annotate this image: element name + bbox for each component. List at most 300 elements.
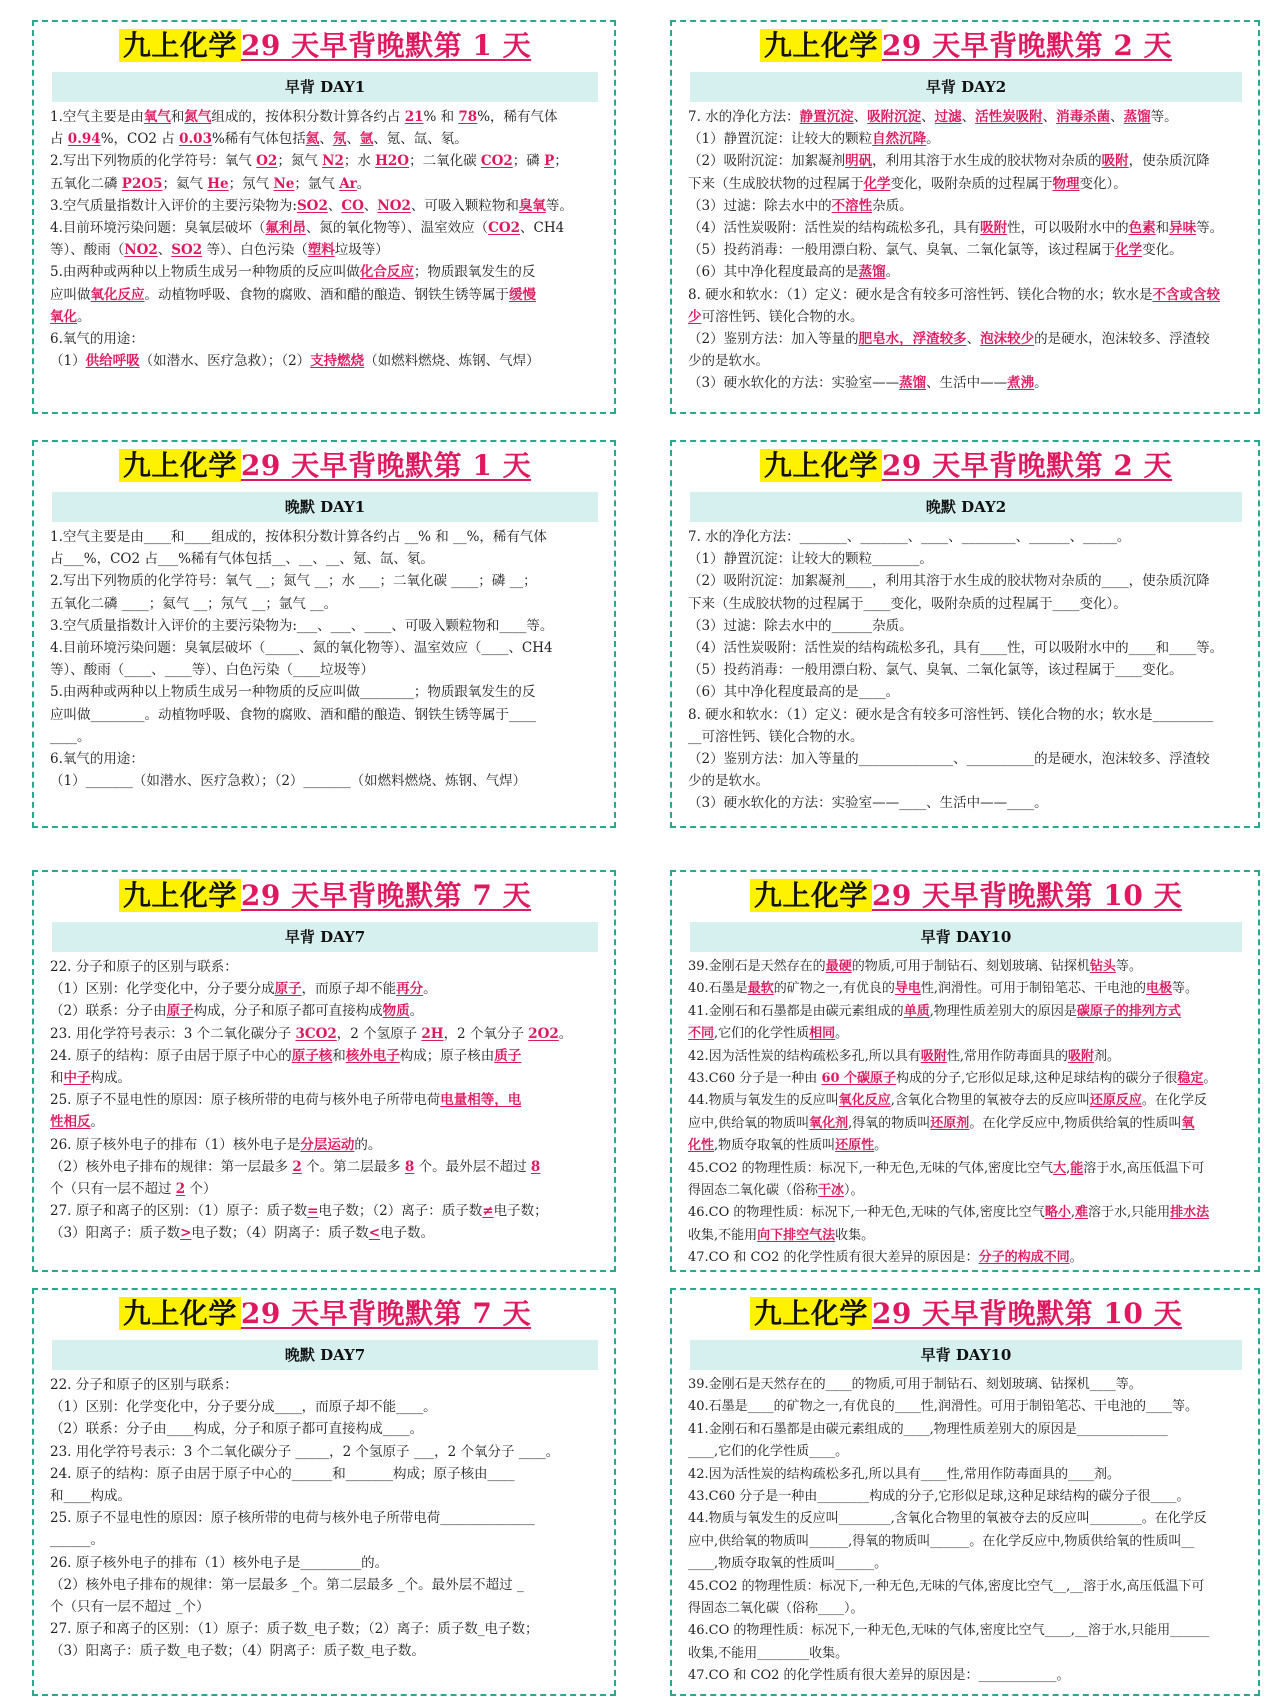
card-day1-morning <box>32 20 616 414</box>
line-text: 47.CO 和 CO2 的化学性质有很大差异的原因是：____________。 <box>688 1668 1070 1684</box>
line-text: 1.空气主要是由 <box>50 109 144 125</box>
answer-highlight: 原子 <box>274 981 302 998</box>
line-text: 、氪、氙、氡。 <box>373 131 468 148</box>
text-line <box>50 128 600 150</box>
line-text: （1） <box>50 353 86 370</box>
text-line <box>50 1374 600 1396</box>
text-line <box>688 372 1244 394</box>
answer-highlight: 还原剂 <box>930 1115 970 1131</box>
answer-highlight: P <box>544 153 555 170</box>
line-text: （1）区别：化学变化中，分子要分成 <box>50 981 275 998</box>
text-line <box>50 150 600 172</box>
card-day2-morning <box>670 20 1260 414</box>
text-line <box>688 239 1244 261</box>
text-line <box>50 106 600 128</box>
answer-highlight: 吸附 <box>1101 153 1129 170</box>
line-text: （2）联系：分子由____构成，分子和原子都可直接构成____。 <box>50 1421 424 1438</box>
answer-highlight: CO2 <box>480 153 513 170</box>
line-text: 应中,供给氧的物质叫______,得氧的物质叫______。在化学反应中,物质供给氧的性质叫__ <box>688 1533 1195 1549</box>
answer-highlight: 不含或含较 <box>1152 286 1221 303</box>
text-line <box>688 1441 1244 1463</box>
text-line <box>688 150 1244 172</box>
text-line <box>688 128 1244 150</box>
answer-highlight: 质子 <box>494 1047 522 1064</box>
line-text: 个） <box>185 1181 217 1198</box>
text-line <box>50 261 600 283</box>
line-text: （2）鉴别方法：加入等量的______________、__________的是硬水，泡沫较多、浮渣较 <box>688 751 1210 768</box>
text-line <box>688 195 1244 217</box>
answer-highlight: 原子核 <box>291 1047 333 1064</box>
answer-highlight: 干冰 <box>818 1183 845 1199</box>
answer-highlight: 肥皂水，浮渣较多 <box>858 331 967 348</box>
line-text: 5.由两种或两种以上物质生成另一种物质的反应叫做 <box>50 264 360 281</box>
text-line <box>50 659 600 681</box>
line-text: 的。 <box>354 1136 382 1153</box>
text-line <box>50 1507 600 1529</box>
line-text: 43.C60 分子是一种由________构成的分子,它形似足球,这种足球结构的碳分子很____。 <box>688 1489 1190 1505</box>
line-text: 22. 分子和原子的区别与联系： <box>50 959 238 975</box>
line-text: 。 <box>874 1138 888 1154</box>
answer-highlight: 原子 <box>166 1003 194 1020</box>
text-line <box>688 350 1244 372</box>
line-text: （2）鉴别方法：加入等量的 <box>688 331 859 348</box>
line-text: 47.CO 和 CO2 的化学性质有很大差异的原因是： <box>688 1250 979 1266</box>
line-text: 45.CO2 的物理性质：标况下,一种无色,无味的气体,密度比空气 <box>688 1160 1054 1176</box>
line-text: 、 <box>921 109 935 125</box>
line-text: ____,它们的化学性质____。 <box>688 1444 849 1460</box>
text-line <box>50 956 600 978</box>
answer-highlight: 8 <box>530 1158 541 1175</box>
line-text: 得固态二氧化碳（俗称 <box>688 1183 819 1199</box>
line-text: 应中,供给氧的物质叫 <box>688 1115 810 1131</box>
line-text: （4）活性炭吸附：活性炭的结构疏松多孔，具有 <box>688 220 981 237</box>
line-text: 下来（生成胶状物的过程属于 <box>688 175 864 192</box>
text-line <box>50 615 600 637</box>
line-text: 、 <box>157 242 172 259</box>
line-text: 和 <box>332 1047 346 1064</box>
title-day: 29 天早背晚默第 1 天 <box>240 449 532 482</box>
answer-highlight: 最软 <box>747 981 774 997</box>
answer-highlight: 60 个碳原子 <box>821 1071 897 1087</box>
text-line <box>50 526 600 548</box>
answer-highlight: 氧化反应 <box>90 286 145 303</box>
line-text: 个（只有一层不超过 _个） <box>50 1599 210 1616</box>
answer-highlight: 21 <box>404 109 424 125</box>
text-line <box>688 792 1244 814</box>
card-day7-evening <box>32 1288 616 1696</box>
answer-highlight: 活性炭吸附 <box>975 109 1043 125</box>
line-text: 少的是软水。 <box>688 353 769 370</box>
text-line <box>50 570 600 592</box>
card-day2-evening <box>670 440 1260 828</box>
line-text: （2）吸附沉淀：加絮凝剂____，利用其溶于水生成的胶状物对杂质的____，使杂质沉降 <box>688 573 1210 590</box>
line-text: （如潜水、医疗急救）；（2） <box>139 353 311 370</box>
title-day: 29 天早背晚默第 1 天 <box>240 29 532 62</box>
answer-highlight: 异味 <box>1169 220 1197 237</box>
text-line <box>50 1134 600 1156</box>
title-day: 29 天早背晚默第 10 天 <box>871 1297 1183 1330</box>
line-text: 、 <box>319 131 333 148</box>
line-text: ______。 <box>50 1532 104 1549</box>
answer-highlight: 稳定 <box>1177 1071 1204 1087</box>
text-line <box>688 526 1244 548</box>
answer-highlight: 氧化 <box>50 308 77 325</box>
card-body <box>684 106 1248 395</box>
line-text: 占___%，CO2 占___%稀有气体包括__、__、__、氪、氙、氡。 <box>50 551 434 568</box>
line-text: 41.金刚石和石墨都是由碳元素组成的____,物理性质差别大的原因是______________ <box>688 1421 1168 1437</box>
line-text: 、 <box>853 109 868 125</box>
answer-highlight: 过滤 <box>934 109 962 125</box>
answer-highlight: SO2 <box>171 242 203 259</box>
text-line <box>50 726 600 748</box>
card-body <box>46 956 604 1245</box>
line-text: 、可吸入颗粒物和 <box>410 197 519 214</box>
line-text: 占 <box>50 131 68 148</box>
text-line <box>688 1643 1244 1665</box>
line-text: （6）其中净化程度最高的是 <box>688 264 859 281</box>
line-text: 、CH4 <box>520 220 565 237</box>
text-line <box>688 1419 1244 1441</box>
answer-highlight: 碳原子的排列方式 <box>1076 1003 1181 1019</box>
line-text: 少的是软水。 <box>688 773 769 790</box>
text-line <box>50 1178 600 1200</box>
text-line <box>688 1046 1244 1068</box>
answer-highlight: 化学 <box>1115 242 1143 259</box>
text-line <box>688 659 1244 681</box>
text-line <box>50 1089 600 1111</box>
card-day10-morning <box>670 870 1260 1272</box>
line-text: 。 <box>558 1025 573 1042</box>
answer-highlight: 2H <box>421 1025 444 1042</box>
answer-highlight: 略小 <box>1044 1205 1071 1221</box>
title-subject: 九上化学 <box>119 879 241 912</box>
text-line <box>688 1113 1244 1135</box>
card-title <box>684 448 1248 486</box>
answer-highlight: 电极 <box>1146 981 1173 997</box>
line-text: 2.写出下列物质的化学符号：氧气 __；氮气 __；水 ___；二氧化碳 ____；磷 __； <box>50 573 537 590</box>
line-text: 41.金刚石和石墨都是由碳元素组成的 <box>688 1003 904 1019</box>
text-line <box>50 217 600 239</box>
line-text: , <box>1066 1160 1071 1176</box>
card-body <box>684 956 1248 1270</box>
card-title <box>684 878 1248 916</box>
line-text: 个。最外层不超过 <box>414 1158 531 1175</box>
text-line <box>688 1508 1244 1530</box>
line-text: 7. 水的净化方法：_______、_______、____、________、______、_____。 <box>688 529 1131 545</box>
answer-highlight: 吸附 <box>1067 1048 1094 1064</box>
text-line <box>50 1156 600 1178</box>
answer-highlight: 中子 <box>63 1070 91 1087</box>
card-body <box>46 106 604 372</box>
line-text: 42.因为活性炭的结构疏松多孔,所以具有 <box>688 1048 921 1064</box>
answer-highlight: 氧 <box>1181 1115 1195 1131</box>
line-text: ,含氧化合物里的氧被夺去的反应叫 <box>890 1093 1090 1109</box>
text-line <box>688 748 1244 770</box>
line-text: ；二氧化碳 <box>409 153 481 170</box>
answer-highlight: 2 <box>175 1181 186 1198</box>
line-text: ；氮气 <box>277 153 323 170</box>
card-day1-evening <box>32 440 616 828</box>
answer-highlight: 吸附 <box>920 1048 947 1064</box>
text-line <box>688 1531 1244 1553</box>
line-text: 下来（生成胶状物的过程属于____变化，吸附杂质的过程属于____变化）。 <box>688 595 1127 612</box>
text-line <box>688 1576 1244 1598</box>
text-line <box>50 1574 600 1596</box>
answer-highlight: Ne <box>273 175 295 192</box>
text-line <box>50 1418 600 1440</box>
answer-highlight: 氩 <box>359 131 374 148</box>
line-text: 和 <box>1155 220 1170 237</box>
answer-highlight: CO2 <box>488 220 521 237</box>
line-text: （5）投药消毒：一般用漂白粉、氯气、臭氧、二氧化氯等，该过程属于 <box>688 242 1116 259</box>
text-line <box>50 1485 600 1507</box>
card-subtitle: 早背 DAY7 <box>52 922 598 952</box>
answer-highlight: 0.03 <box>179 131 212 148</box>
line-text: 可溶性钙、镁化合物的水。 <box>701 308 864 325</box>
line-text: 的物质,可用于制钻石、刻划玻璃、钻探机 <box>851 959 1090 974</box>
line-text: 和 <box>50 1070 64 1087</box>
line-text: 。 <box>77 308 91 325</box>
line-text: %，稀有气体 <box>477 109 558 125</box>
text-line <box>50 306 600 328</box>
answer-highlight: 再分 <box>396 981 424 998</box>
line-text: 45.CO2 的物理性质：标况下,一种无色,无味的气体,密度比空气__,__溶于水,高压低温下可 <box>688 1578 1205 1594</box>
line-text: 。动植物呼吸、食物的腐败、酒和醋的酿造、钢铁生锈等属于 <box>144 286 509 303</box>
text-line <box>50 593 600 615</box>
text-line <box>688 1068 1244 1090</box>
text-line <box>688 637 1244 659</box>
line-text: ）。 <box>844 1183 864 1199</box>
answer-highlight: 静置沉淀 <box>799 109 854 125</box>
card-title <box>684 28 1248 66</box>
line-text: 组成的，按体积分数计算各约占 <box>211 109 405 125</box>
text-line <box>688 1665 1244 1687</box>
answer-highlight: 泡沫较少 <box>980 331 1035 348</box>
line-text: 等。 <box>1150 109 1178 125</box>
line-text: （1）_______（如潜水、医疗急救）；（2）_______（如燃料燃烧、炼钢、气焊） <box>50 773 527 790</box>
line-text: 等）、酸雨（ <box>50 242 125 259</box>
line-text: 等。 <box>1172 981 1199 997</box>
line-text: 3.空气质量指数计入评价的主要污染物为:___、___、____、可吸入颗粒物和____等。 <box>50 617 554 634</box>
line-text: 46.CO 的物理性质：标况下,一种无色,无味的气体,密度比空气 <box>688 1205 1045 1221</box>
line-text: （6）其中净化程度最高的是____。 <box>688 684 900 701</box>
answer-highlight: 0.94 <box>67 131 101 148</box>
answer-highlight: 氮气 <box>184 109 212 125</box>
text-line <box>688 328 1244 350</box>
line-text: 等。 <box>1196 220 1224 237</box>
answer-highlight: 物理 <box>1052 175 1080 192</box>
answer-highlight: 不溶性 <box>831 197 873 214</box>
text-line <box>688 1090 1244 1112</box>
line-text: 变化，吸附杂质的过程属于 <box>890 175 1053 192</box>
line-text: （4）活性炭吸附：活性炭的结构疏松多孔，具有____性，可以吸附水中的____和____等。 <box>688 640 1224 657</box>
text-line <box>50 704 600 726</box>
text-line <box>688 704 1244 726</box>
answer-highlight: 支持燃烧 <box>310 353 365 370</box>
title-subject: 九上化学 <box>119 29 241 62</box>
text-line <box>688 1158 1244 1180</box>
line-text: 、 <box>961 109 976 125</box>
answer-highlight: P2O5 <box>121 175 163 192</box>
line-text: 等。 <box>1115 959 1142 974</box>
line-text: __可溶性钙、镁化合物的水。 <box>688 728 864 745</box>
answer-highlight: 自然沉降 <box>872 131 927 148</box>
text-line <box>50 1023 600 1045</box>
answer-highlight: 钻头 <box>1089 959 1116 974</box>
text-line <box>688 770 1244 792</box>
answer-highlight: 相同 <box>809 1026 836 1042</box>
line-text: 24. 原子的结构：原子由居于原子中心的 <box>50 1047 292 1064</box>
answer-highlight: ≠ <box>482 1203 494 1220</box>
line-text: 收集,不能用________收集。 <box>688 1645 849 1661</box>
answer-highlight: 还原反应 <box>1089 1093 1142 1109</box>
answer-highlight: 2O2 <box>528 1025 559 1042</box>
line-text: （3）阳离子：质子数 <box>50 1225 181 1242</box>
line-text: 五氧化二磷 ____；氦气 __；氖气 __；氩气 __。 <box>50 595 338 612</box>
card-body <box>46 1374 604 1663</box>
line-text: 性,润滑性。可用于制铅笔芯、干电池的 <box>920 981 1146 997</box>
line-text: ,物质夺取氧的性质叫 <box>714 1138 836 1154</box>
text-line <box>688 1486 1244 1508</box>
line-text: 。 <box>885 264 900 281</box>
line-text: 23. 用化学符号表示：3 个二氧化碳分子 <box>50 1025 296 1042</box>
text-line <box>50 637 600 659</box>
line-text: 。 <box>356 175 371 192</box>
line-text: ，利用其溶于水生成的胶状物对杂质的 <box>872 153 1102 170</box>
line-text: ；水 <box>343 153 376 170</box>
text-line <box>50 1618 600 1640</box>
line-text: 、 <box>1110 109 1124 125</box>
answer-highlight: 单质 <box>903 1003 930 1019</box>
line-text: 性,常用作防毒面具的 <box>946 1048 1068 1064</box>
line-text: 7. 水的净化方法： <box>688 109 800 125</box>
answer-highlight: 2 <box>292 1158 302 1175</box>
line-text: 、 <box>1042 109 1057 125</box>
answer-highlight: He <box>207 175 229 192</box>
text-line <box>688 548 1244 570</box>
text-line <box>688 1598 1244 1620</box>
answer-highlight: < <box>368 1225 381 1242</box>
text-line <box>688 1374 1244 1396</box>
text-line <box>688 173 1244 195</box>
line-text: 的是硬水，泡沫较多、浮渣较 <box>1034 331 1210 348</box>
answer-highlight: 物质 <box>382 1003 410 1020</box>
line-text: 25. 原子不显电性的原因：原子核所带的电荷与核外电子所带电荷 <box>50 1092 441 1109</box>
text-line <box>50 195 600 217</box>
title-subject: 九上化学 <box>760 29 882 62</box>
line-text: （1）区别：化学变化中，分子要分成____，而原子却不能____。 <box>50 1399 437 1416</box>
line-text: 、 <box>346 131 360 148</box>
line-text: 的矿物之一,有优良的 <box>773 981 895 997</box>
line-text: ，使杂质沉降 <box>1128 153 1210 170</box>
answer-highlight: Ar <box>339 175 357 192</box>
line-text: 电子数； <box>493 1203 548 1220</box>
line-text: 44.物质与氧发生的反应叫 <box>688 1093 839 1109</box>
answer-highlight: 塑料 <box>307 242 335 259</box>
line-text: （2）吸附沉淀：加絮凝剂 <box>688 153 846 170</box>
line-text: 42.因为活性炭的结构疏松多孔,所以具有____性,常用作防毒面具的____剂。 <box>688 1466 1120 1482</box>
answer-highlight: NO2 <box>377 197 411 214</box>
text-line <box>688 1023 1244 1045</box>
text-line <box>50 350 600 372</box>
answer-highlight: 分子的构成不同 <box>978 1250 1070 1266</box>
text-line <box>50 328 600 350</box>
line-text: ；氦气 <box>162 175 208 192</box>
line-text: 6.氧气的用途： <box>50 751 144 768</box>
line-text: 40.石墨是____的矿物之一,有优良的____性,润滑性。可用于制铅笔芯、干电池的____等。 <box>688 1399 1198 1415</box>
line-text: 43.C60 分子是一种由 <box>688 1071 822 1087</box>
line-text: ；物质跟氧发生的反 <box>413 264 536 281</box>
line-text: 构成。 <box>90 1070 131 1087</box>
line-text: （2）联系：分子由 <box>50 1003 167 1020</box>
text-line <box>688 956 1244 978</box>
line-text: （1）静置沉淀：让较大的颗粒_______。 <box>688 551 933 568</box>
text-line <box>688 681 1244 703</box>
card-day7-morning <box>32 870 616 1272</box>
line-text: 6.氧气的用途： <box>50 331 144 348</box>
text-line <box>50 239 600 261</box>
line-text: 性，可以吸附水中的 <box>1007 220 1129 237</box>
card-subtitle: 晚默 DAY7 <box>52 1340 598 1370</box>
text-line <box>50 1441 600 1463</box>
line-text: 。 <box>926 131 940 148</box>
line-text: 剂。 <box>1093 1048 1120 1064</box>
answer-highlight: 78 <box>458 109 478 125</box>
card-subtitle: 晚默 DAY1 <box>52 492 598 522</box>
text-line <box>50 1045 600 1067</box>
line-text: 垃圾等） <box>334 242 389 259</box>
text-line <box>50 681 600 703</box>
card-subtitle: 早背 DAY1 <box>52 72 598 102</box>
line-text: （3）过滤：除去水中的______杂质。 <box>688 617 913 634</box>
line-text: 构成的分子,它形似足球,这种足球结构的碳分子很 <box>896 1071 1178 1087</box>
line-text: （3）过滤：除去水中的 <box>688 197 832 214</box>
answer-highlight: 排水法 <box>1170 1205 1210 1221</box>
answer-highlight: 氧气 <box>143 109 171 125</box>
line-text: 、氮的氧化物等）、温室效应（ <box>305 220 489 237</box>
text-line <box>688 1225 1244 1247</box>
line-text: 8. 硬水和软水：（1）定义：硬水是含有较多可溶性钙、镁化合物的水；软水是_________ <box>688 706 1214 723</box>
title-subject: 九上化学 <box>760 449 882 482</box>
answer-highlight: 吸附 <box>980 220 1008 237</box>
text-line <box>50 1640 600 1662</box>
card-day10-evening <box>670 1288 1260 1696</box>
line-text: 。 <box>1034 375 1048 392</box>
text-line <box>50 1552 600 1574</box>
line-text: ； <box>554 153 568 170</box>
answer-highlight: 分层运动 <box>300 1136 355 1153</box>
line-text: 27. 原子和离子的区别：（1）原子：质子数_电子数；（2）离子：质子数_电子数； <box>50 1621 539 1638</box>
text-line <box>688 570 1244 592</box>
text-line <box>50 284 600 306</box>
answer-highlight: 蒸馏 <box>899 375 927 392</box>
line-text: 变化。 <box>1142 242 1183 259</box>
line-text: 。 <box>1069 1250 1083 1266</box>
answer-highlight: > <box>180 1225 192 1242</box>
line-text: 和____构成。 <box>50 1488 131 1505</box>
line-text: 电子数；（2）离子：质子数 <box>318 1203 483 1220</box>
title-subject: 九上化学 <box>750 1297 872 1330</box>
answer-highlight: 化学 <box>863 175 891 192</box>
answer-highlight: 少 <box>688 308 702 325</box>
answer-highlight: 臭氧 <box>518 197 546 214</box>
text-line <box>688 284 1244 306</box>
text-line <box>50 1222 600 1244</box>
answer-highlight: 最硬 <box>825 959 852 974</box>
line-text: 26. 原子核外电子的排布（1）核外电子是_________的。 <box>50 1554 389 1571</box>
text-line <box>50 1396 600 1418</box>
line-text: 4.目前环境污染问题：臭氧层破坏（ <box>50 220 266 237</box>
